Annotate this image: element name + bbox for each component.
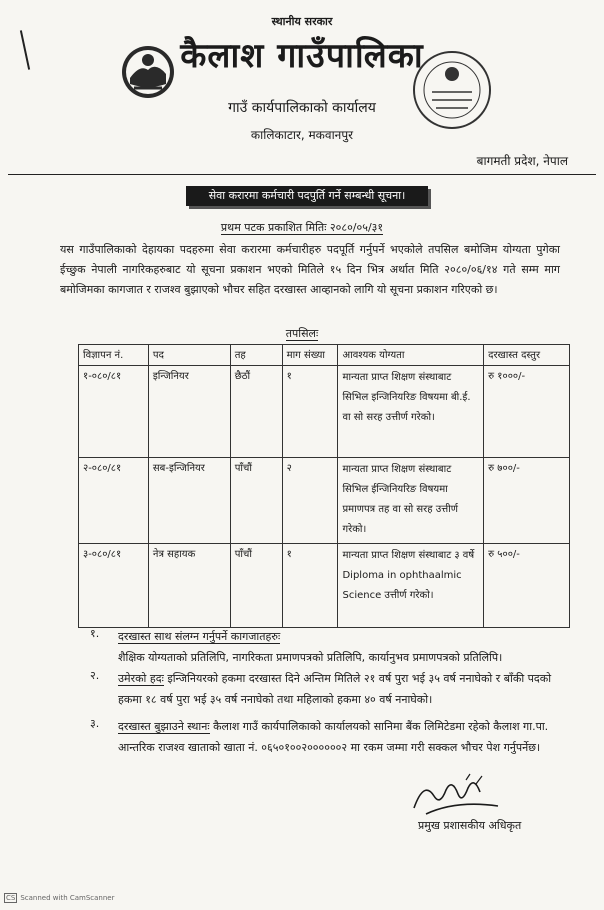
- table-cell: १: [282, 366, 338, 458]
- table-row: [79, 366, 570, 458]
- table-cell: ३-०८०/८१: [79, 544, 149, 628]
- publish-date: [0, 220, 604, 235]
- table-cell: नेत्र सहायक: [148, 544, 230, 628]
- table-cell: सब-इन्जिनियर: [148, 458, 230, 544]
- table-cell: १-०८०/८१: [79, 366, 149, 458]
- table-cell: रु ५००/-: [484, 544, 570, 628]
- publish-date-text: प्रथम पटक प्रकाशित मितिः २०८०/०५/३१: [220, 221, 384, 234]
- table-cell: मान्यता प्राप्त शिक्षण संस्थाबाट सिभिल इन्जिनियरिङ विषयमा बी.ई. वा सो सरह उत्तीर्ण गरेको।: [338, 366, 484, 458]
- table-cell: १: [282, 544, 338, 628]
- list-item: [90, 716, 570, 758]
- table-cell: रु १०००/-: [484, 366, 570, 458]
- item-text: शैक्षिक योग्यताको प्रतिलिपि, नागरिकता प्रमाणपत्रको प्रतिलिपि, कार्यानुभव प्रमाणपत्रको प्रतिलिपि।: [118, 651, 503, 664]
- item-number: १.: [90, 627, 100, 640]
- camscanner-logo: CS: [6, 894, 16, 902]
- table-cell: छैठौं: [230, 366, 282, 458]
- table-cell: २-०८०/८१: [79, 458, 149, 544]
- item-heading: दरखास्त साथ संलग्न गर्नुपर्ने कागजातहरुः: [118, 630, 281, 643]
- list-item: [90, 626, 570, 668]
- scanner-watermark: [4, 893, 115, 903]
- table-row: [79, 544, 570, 628]
- schedule-label: [0, 326, 604, 341]
- column-header: आवश्यक योग्यता: [338, 345, 484, 366]
- table-row: [79, 458, 570, 544]
- office-address: कालिकाटार, मकवानपुर: [250, 128, 354, 142]
- item-heading: उमेरको हदः: [118, 672, 164, 685]
- item-text: कैलाश गाउँ कार्यपालिकाको कार्यालयको सानिमा बैंक लिमिटेडमा रहेको कैलाश गा.पा. आन्तरिक राजश्व खाताको खाता नं. ०६५०१००२००००००२ मा रकम जम्मा गरी सक्कल भौचर पेश गर्नुपर्नेछ।: [118, 720, 549, 754]
- vacancy-table: [78, 344, 570, 628]
- notice-heading: सेवा करारमा कर्मचारी पदपुर्ति गर्ने सम्बन्धी सूचना।: [186, 186, 428, 206]
- page-title: कैलाश गाउँपालिका: [180, 36, 424, 76]
- office-name: गाउँ कार्यपालिकाको कार्यालय: [228, 100, 376, 116]
- column-header: विज्ञापन नं.: [79, 345, 149, 366]
- intro-paragraph: यस गाउँपालिकाको देहायका पदहरुमा सेवा करारमा कर्मचारीहरु पदपूर्ति गर्नुपर्ने भएकोले तपसिल बमोजिम योग्यता पुगेका ईच्छुक नेपाली नागरिकहरुबाट यो सूचना प्रकाशन भएको मितिले १५ दिन भित्र अर्थात मिति २०८०/०६/१४ गते सम्म माग बमोजिमका कागजात र राजश्व बुझाएको भौचर सहित दरखास्त आव्हानको लागि यो सूचना प्रकाशन गरिएको छ।: [60, 243, 560, 296]
- column-header: पद: [148, 345, 230, 366]
- list-item: [90, 668, 570, 710]
- header-divider: [8, 174, 596, 175]
- schedule-label-text: तपसिलः: [285, 327, 319, 340]
- table-header-row: [79, 345, 570, 366]
- table-cell: पाँचौं: [230, 458, 282, 544]
- table-cell: मान्यता प्राप्त शिक्षण संस्थाबाट सिभिल ईन्जिनियरिङ विषयमा प्रमाणपत्र तह वा सो सरह उत्तीर्ण गरेको।: [338, 458, 484, 544]
- province-label: बागमती प्रदेश, नेपाल: [476, 154, 568, 168]
- pre-title: स्थानीय सरकार: [271, 15, 333, 28]
- table-cell: २: [282, 458, 338, 544]
- table-cell: रु ७००/-: [484, 458, 570, 544]
- item-heading: दरखास्त बुझाउने स्थानः: [118, 720, 210, 733]
- column-header: दरखास्त दस्तुर: [484, 345, 570, 366]
- scanner-text: Scanned with CamScanner: [20, 894, 115, 902]
- column-header: तह: [230, 345, 282, 366]
- handwritten-signature: [406, 770, 506, 820]
- item-number: ३.: [90, 717, 100, 730]
- column-header: माग संख्या: [282, 345, 338, 366]
- table-cell: इन्जिनियर: [148, 366, 230, 458]
- officer-title: प्रमुख प्रशासकीय अधिकृत: [418, 819, 522, 832]
- table-cell: मान्यता प्राप्त शिक्षण संस्थाबाट ३ वर्षे Diploma in ophthaalmic Science उत्तीर्ण गरेको।: [338, 544, 484, 628]
- table-cell: पाँचौं: [230, 544, 282, 628]
- item-number: २.: [90, 669, 100, 682]
- office-stamp-icon: [410, 48, 494, 132]
- item-text: इन्जिनियरको हकमा दरखास्त दिने अन्तिम मितिले २१ वर्ष पुरा भई ३५ वर्ष ननाघेको र बाँकी पदको हकमा १८ वर्ष पुरा भई ३५ वर्ष ननाघेको तथा महिलाको हकमा ४० वर्ष ननाघेको।: [118, 672, 552, 706]
